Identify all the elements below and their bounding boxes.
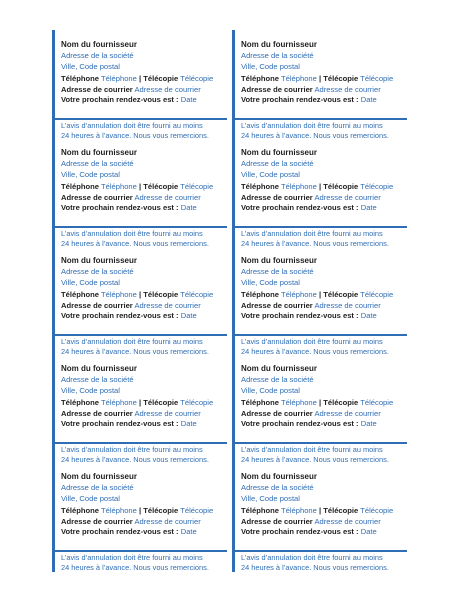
fax-label: Télécopie: [323, 289, 359, 299]
notice-line-1: L’avis d’annulation doit être fourni au moins: [61, 229, 203, 238]
appointment-date: Date: [360, 419, 377, 428]
appointment-line: [61, 418, 197, 429]
email-value: Adresse de courrier: [314, 84, 381, 94]
fax-value: Télécopie: [180, 181, 214, 191]
appointment-card: [52, 354, 227, 465]
company-address: Adresse de la société: [61, 51, 134, 61]
card-divider: [55, 226, 227, 228]
notice-line-2: 24 heures à l’avance. Nous vous remercions.: [61, 239, 209, 249]
notice-line-1: L’avis d’annulation doit être fourni au moins: [241, 445, 383, 454]
phone-fax-line: [241, 505, 393, 516]
supplier-name: Nom du fournisseur: [241, 256, 318, 265]
supplier-name: Nom du fournisseur: [61, 148, 138, 157]
city-postal-code: Ville, Code postal: [241, 170, 300, 180]
email-label: Adresse de courrier: [61, 84, 133, 94]
separator: |: [138, 73, 142, 83]
fax-value: Télécopie: [360, 397, 394, 407]
supplier-name: Nom du fournisseur: [61, 364, 138, 373]
email-value: Adresse de courrier: [314, 408, 381, 418]
separator: |: [318, 73, 322, 83]
appointment-card: [52, 462, 227, 573]
phone-value: Téléphone: [280, 289, 317, 299]
email-label: Adresse de courrier: [241, 192, 313, 202]
separator: |: [138, 181, 142, 191]
notice-line-2: 24 heures à l’avance. Nous vous remercions.: [241, 455, 389, 465]
notice-line-2: 24 heures à l’avance. Nous vous remercions.: [241, 563, 389, 573]
appointment-line: [61, 526, 197, 537]
appointment-line: [241, 418, 377, 429]
appointment-card: [52, 138, 227, 249]
separator: |: [318, 181, 322, 191]
fax-label: Télécopie: [323, 505, 359, 515]
email-label: Adresse de courrier: [241, 516, 313, 526]
phone-value: Téléphone: [100, 289, 137, 299]
card-divider: [55, 334, 227, 336]
phone-label: Téléphone: [61, 181, 99, 191]
separator: |: [138, 289, 142, 299]
appointment-date: Date: [180, 311, 197, 320]
email-value: Adresse de courrier: [314, 192, 381, 202]
phone-value: Téléphone: [280, 181, 317, 191]
notice-line-1: L’avis d’annulation doit être fourni au moins: [61, 553, 203, 562]
appointment-line: [241, 526, 377, 537]
phone-fax-line: [61, 397, 213, 408]
email-label: Adresse de courrier: [61, 300, 133, 310]
fax-value: Télécopie: [180, 397, 214, 407]
notice-line-2: 24 heures à l’avance. Nous vous remercions.: [61, 455, 209, 465]
appointment-label: Votre prochain rendez-vous est :: [241, 311, 359, 320]
appointment-card: [52, 30, 227, 141]
email-label: Adresse de courrier: [241, 300, 313, 310]
fax-value: Télécopie: [360, 73, 394, 83]
email-value: Adresse de courrier: [134, 192, 201, 202]
card-divider: [235, 226, 407, 228]
phone-fax-line: [241, 73, 393, 84]
appointment-card: [232, 354, 407, 465]
appointment-line: [61, 202, 197, 213]
card-column-right: [232, 30, 407, 572]
appointment-card: [52, 246, 227, 357]
city-postal-code: Ville, Code postal: [61, 170, 120, 180]
city-postal-code: Ville, Code postal: [241, 386, 300, 396]
supplier-info: [241, 363, 393, 419]
fax-value: Télécopie: [360, 289, 394, 299]
appointment-card: [232, 462, 407, 573]
separator: |: [138, 505, 142, 515]
company-address: Adresse de la société: [241, 483, 314, 493]
card-divider: [235, 442, 407, 444]
notice-line-2: 24 heures à l’avance. Nous vous remercions.: [61, 131, 209, 141]
supplier-info: [61, 147, 213, 203]
phone-value: Téléphone: [100, 397, 137, 407]
card-column-left: [52, 30, 227, 572]
cancellation-notice: [61, 553, 209, 574]
phone-label: Téléphone: [241, 289, 279, 299]
phone-label: Téléphone: [241, 181, 279, 191]
notice-line-1: L’avis d’annulation doit être fourni au moins: [61, 445, 203, 454]
phone-fax-line: [61, 73, 213, 84]
email-label: Adresse de courrier: [61, 408, 133, 418]
supplier-name: Nom du fournisseur: [61, 40, 138, 49]
notice-line-1: L’avis d’annulation doit être fourni au moins: [241, 553, 383, 562]
supplier-info: [241, 147, 393, 203]
notice-line-2: 24 heures à l’avance. Nous vous remercions.: [241, 347, 389, 357]
appointment-card: [232, 30, 407, 141]
email-value: Adresse de courrier: [134, 300, 201, 310]
notice-line-2: 24 heures à l’avance. Nous vous remercions.: [241, 131, 389, 141]
separator: |: [318, 505, 322, 515]
notice-line-1: L’avis d’annulation doit être fourni au moins: [241, 229, 383, 238]
notice-line-1: L’avis d’annulation doit être fourni au moins: [241, 121, 383, 130]
appointment-label: Votre prochain rendez-vous est :: [241, 203, 359, 212]
email-label: Adresse de courrier: [241, 84, 313, 94]
appointment-date: Date: [180, 527, 197, 536]
fax-value: Télécopie: [180, 505, 214, 515]
supplier-name: Nom du fournisseur: [241, 40, 318, 49]
phone-fax-line: [61, 505, 213, 516]
appointment-line: [241, 202, 377, 213]
supplier-info: [241, 255, 393, 311]
fax-value: Télécopie: [180, 289, 214, 299]
notice-line-1: L’avis d’annulation doit être fourni au moins: [241, 337, 383, 346]
fax-value: Télécopie: [180, 73, 214, 83]
notice-line-1: L’avis d’annulation doit être fourni au moins: [61, 121, 203, 130]
city-postal-code: Ville, Code postal: [241, 278, 300, 288]
appointment-label: Votre prochain rendez-vous est :: [61, 95, 179, 104]
separator: |: [138, 397, 142, 407]
company-address: Adresse de la société: [241, 159, 314, 169]
card-divider: [235, 550, 407, 552]
supplier-info: [61, 363, 213, 419]
notice-line-2: 24 heures à l’avance. Nous vous remercions.: [61, 347, 209, 357]
company-address: Adresse de la société: [241, 51, 314, 61]
supplier-name: Nom du fournisseur: [61, 256, 138, 265]
appointment-date: Date: [360, 311, 377, 320]
phone-label: Téléphone: [241, 73, 279, 83]
appointment-line: [61, 310, 197, 321]
supplier-info: [241, 39, 393, 95]
appointment-card: [232, 246, 407, 357]
appointment-date: Date: [180, 203, 197, 212]
fax-value: Télécopie: [360, 505, 394, 515]
city-postal-code: Ville, Code postal: [241, 62, 300, 72]
notice-line-2: 24 heures à l’avance. Nous vous remercions.: [61, 563, 209, 573]
appointment-line: [61, 94, 197, 105]
card-divider: [55, 550, 227, 552]
appointment-label: Votre prochain rendez-vous est :: [241, 527, 359, 536]
email-label: Adresse de courrier: [241, 408, 313, 418]
separator: |: [318, 289, 322, 299]
phone-label: Téléphone: [61, 397, 99, 407]
email-value: Adresse de courrier: [314, 300, 381, 310]
card-divider: [235, 118, 407, 120]
card-divider: [235, 334, 407, 336]
appointment-card: [232, 138, 407, 249]
fax-label: Télécopie: [323, 181, 359, 191]
notice-line-1: L’avis d’annulation doit être fourni au moins: [61, 337, 203, 346]
fax-label: Télécopie: [143, 505, 179, 515]
appointment-date: Date: [180, 419, 197, 428]
card-divider: [55, 442, 227, 444]
fax-value: Télécopie: [360, 181, 394, 191]
phone-fax-line: [241, 289, 393, 300]
company-address: Adresse de la société: [61, 159, 134, 169]
appointment-date: Date: [360, 527, 377, 536]
phone-fax-line: [61, 181, 213, 192]
email-value: Adresse de courrier: [134, 408, 201, 418]
city-postal-code: Ville, Code postal: [61, 386, 120, 396]
supplier-name: Nom du fournisseur: [241, 148, 318, 157]
fax-label: Télécopie: [143, 397, 179, 407]
email-label: Adresse de courrier: [61, 516, 133, 526]
phone-label: Téléphone: [61, 505, 99, 515]
appointment-line: [241, 94, 377, 105]
supplier-name: Nom du fournisseur: [241, 472, 318, 481]
appointment-label: Votre prochain rendez-vous est :: [61, 203, 179, 212]
company-address: Adresse de la société: [241, 375, 314, 385]
card-divider: [55, 118, 227, 120]
fax-label: Télécopie: [143, 289, 179, 299]
city-postal-code: Ville, Code postal: [241, 494, 300, 504]
phone-label: Téléphone: [61, 289, 99, 299]
phone-fax-line: [61, 289, 213, 300]
appointment-date: Date: [180, 95, 197, 104]
phone-value: Téléphone: [100, 505, 137, 515]
phone-label: Téléphone: [61, 73, 99, 83]
city-postal-code: Ville, Code postal: [61, 278, 120, 288]
separator: |: [318, 397, 322, 407]
supplier-info: [61, 471, 213, 527]
company-address: Adresse de la société: [61, 267, 134, 277]
email-label: Adresse de courrier: [61, 192, 133, 202]
appointment-line: [241, 310, 377, 321]
fax-label: Télécopie: [143, 181, 179, 191]
phone-value: Téléphone: [100, 181, 137, 191]
supplier-name: Nom du fournisseur: [61, 472, 138, 481]
fax-label: Télécopie: [143, 73, 179, 83]
supplier-name: Nom du fournisseur: [241, 364, 318, 373]
notice-line-2: 24 heures à l’avance. Nous vous remercions.: [241, 239, 389, 249]
city-postal-code: Ville, Code postal: [61, 62, 120, 72]
appointment-label: Votre prochain rendez-vous est :: [61, 527, 179, 536]
supplier-info: [61, 39, 213, 95]
appointment-label: Votre prochain rendez-vous est :: [61, 419, 179, 428]
appointment-label: Votre prochain rendez-vous est :: [61, 311, 179, 320]
company-address: Adresse de la société: [61, 375, 134, 385]
phone-value: Téléphone: [280, 397, 317, 407]
appointment-date: Date: [360, 203, 377, 212]
email-value: Adresse de courrier: [134, 516, 201, 526]
phone-value: Téléphone: [100, 73, 137, 83]
phone-value: Téléphone: [280, 505, 317, 515]
city-postal-code: Ville, Code postal: [61, 494, 120, 504]
email-value: Adresse de courrier: [134, 84, 201, 94]
appointment-label: Votre prochain rendez-vous est :: [241, 419, 359, 428]
cancellation-notice: [241, 553, 389, 574]
company-address: Adresse de la société: [241, 267, 314, 277]
phone-fax-line: [241, 397, 393, 408]
fax-label: Télécopie: [323, 73, 359, 83]
phone-fax-line: [241, 181, 393, 192]
supplier-info: [241, 471, 393, 527]
phone-value: Téléphone: [280, 73, 317, 83]
phone-label: Téléphone: [241, 505, 279, 515]
appointment-label: Votre prochain rendez-vous est :: [241, 95, 359, 104]
phone-label: Téléphone: [241, 397, 279, 407]
fax-label: Télécopie: [323, 397, 359, 407]
company-address: Adresse de la société: [61, 483, 134, 493]
appointment-date: Date: [360, 95, 377, 104]
supplier-info: [61, 255, 213, 311]
email-value: Adresse de courrier: [314, 516, 381, 526]
